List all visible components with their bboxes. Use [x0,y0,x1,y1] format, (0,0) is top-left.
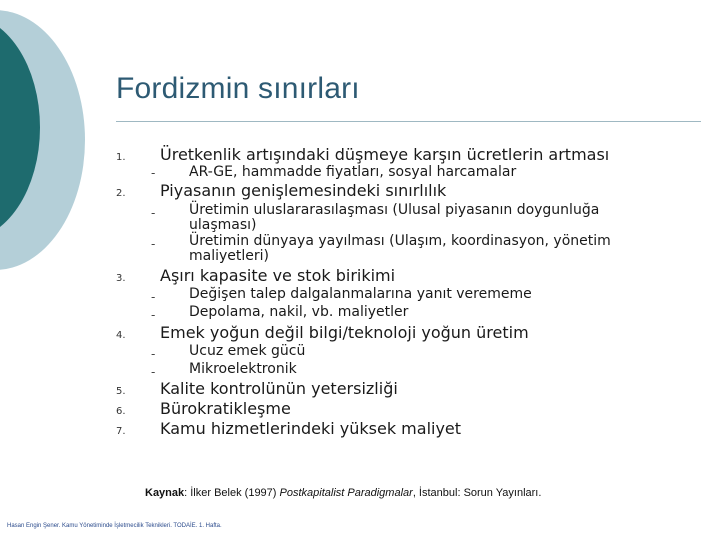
item-text: Aşırı kapasite ve stok birikimi [160,266,396,285]
item-text: Üretkenlik artışındaki düşmeye karşın ücretlerin artması [160,145,610,164]
sub-dash: - [151,166,156,180]
sub-dash: - [151,365,156,379]
sub-dash: - [151,237,156,251]
item-number: 3. [116,273,126,284]
source-label: Kaynak [145,487,185,499]
source-book-title: Postkapitalist Paradigmalar [279,487,413,499]
item-number: 5. [116,386,126,397]
source-publisher: , İstanbul: Sorun Yayınları. [412,487,542,499]
item-text: Bürokratikleşme [160,399,291,418]
item-text: Piyasanın genişlemesindeki sınırlılık [160,181,447,200]
slide-title: Fordizmin sınırları [116,72,360,105]
item-number: 1. [116,152,126,163]
sub-text: Üretimin uluslararasılaşması (Ulusal piyasanın doygunluğa ulaşması) [189,202,600,233]
sub-text: AR-GE, hammadde fiyatları, sosyal harcamalar [189,164,517,180]
item-text: Kalite kontrolünün yetersizliği [160,379,398,398]
sub-dash: - [151,290,156,304]
item-number: 7. [116,426,126,437]
sub-text: Değişen talep dalgalanmalarına yanıt verememe [189,286,532,302]
sub-text: Üretimin dünyaya yayılması (Ulaşım, koordinasyon, yönetim maliyetleri) [189,233,611,264]
sub-dash: - [151,347,156,361]
item-number: 6. [116,406,126,417]
sub-dash: - [151,206,156,220]
sub-text: Mikroelektronik [189,361,297,377]
source-author: : İlker Belek (1997) [184,487,280,499]
sub-dash: - [151,308,156,322]
item-number: 4. [116,330,126,341]
sub-text: Depolama, nakil, vb. maliyetler [189,304,409,320]
item-number: 2. [116,188,126,199]
title-divider [116,121,701,122]
footer-credit: Hasan Engin Şener. Kamu Yönetiminde İşletmecilik Teknikleri. TODAİE. 1. Hafta. [7,523,222,529]
source-citation [145,487,541,499]
item-text: Emek yoğun değil bilgi/teknoloji yoğun üretim [160,323,529,342]
item-text: Kamu hizmetlerindeki yüksek maliyet [160,419,462,438]
sub-text: Ucuz emek gücü [189,343,306,359]
